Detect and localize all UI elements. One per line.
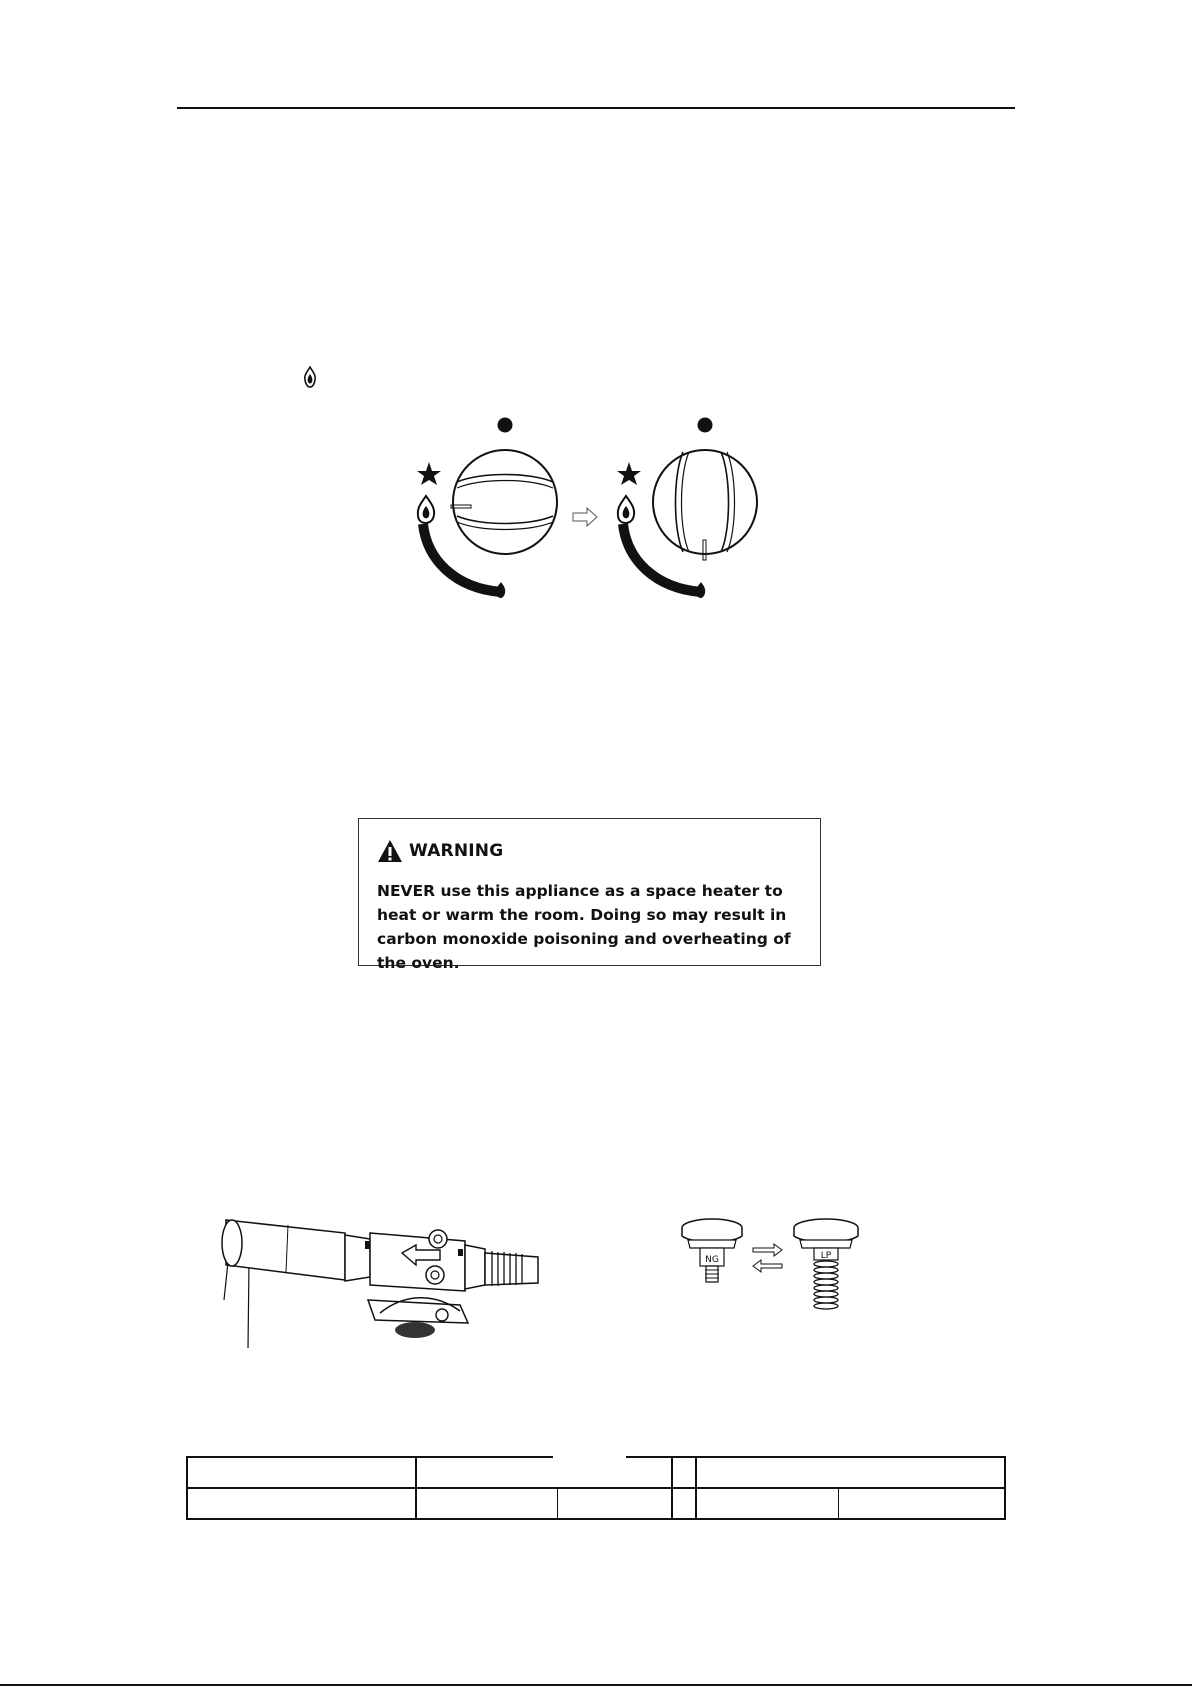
small-flame-icon <box>496 582 505 598</box>
orifice-caps-illustration <box>678 1218 866 1312</box>
lp-label: LP <box>820 1251 832 1261</box>
star-icon <box>617 462 641 485</box>
table-col-divider <box>415 1458 417 1518</box>
table-col-divider <box>671 1458 673 1518</box>
right-arrow-icon <box>573 508 597 526</box>
ng-cap <box>682 1219 742 1282</box>
table-row-divider <box>188 1487 1004 1489</box>
star-icon <box>417 462 441 485</box>
knob-diagram <box>405 410 785 606</box>
gas-regulator-illustration <box>220 1205 550 1350</box>
warning-text: NEVER use this appliance as a space heater to heat or warm the room. Doing so may result in carbon monoxide poisoning and overheating of the oven. <box>377 882 791 972</box>
warning-header <box>377 837 804 865</box>
exchange-arrows-icon <box>753 1244 782 1272</box>
spec-table <box>186 1456 1006 1520</box>
small-flame-icon <box>303 366 317 388</box>
knob-dial <box>453 450 557 554</box>
table-gap <box>553 1456 626 1459</box>
warning-triangle-icon <box>377 839 403 863</box>
warning-box <box>358 818 821 972</box>
table-col-divider <box>695 1458 697 1518</box>
knob-right <box>617 418 757 599</box>
off-dot-icon <box>698 418 713 433</box>
warning-title: WARNING <box>409 841 504 861</box>
lp-cap <box>794 1219 858 1309</box>
table-col-divider <box>838 1488 839 1518</box>
knob-left <box>417 418 557 599</box>
table-col-divider <box>557 1488 558 1518</box>
ng-label: NG <box>705 1255 719 1265</box>
small-flame-icon <box>696 582 705 598</box>
knob-dial <box>653 450 757 554</box>
off-dot-icon <box>498 418 513 433</box>
header-rule <box>177 107 1015 109</box>
